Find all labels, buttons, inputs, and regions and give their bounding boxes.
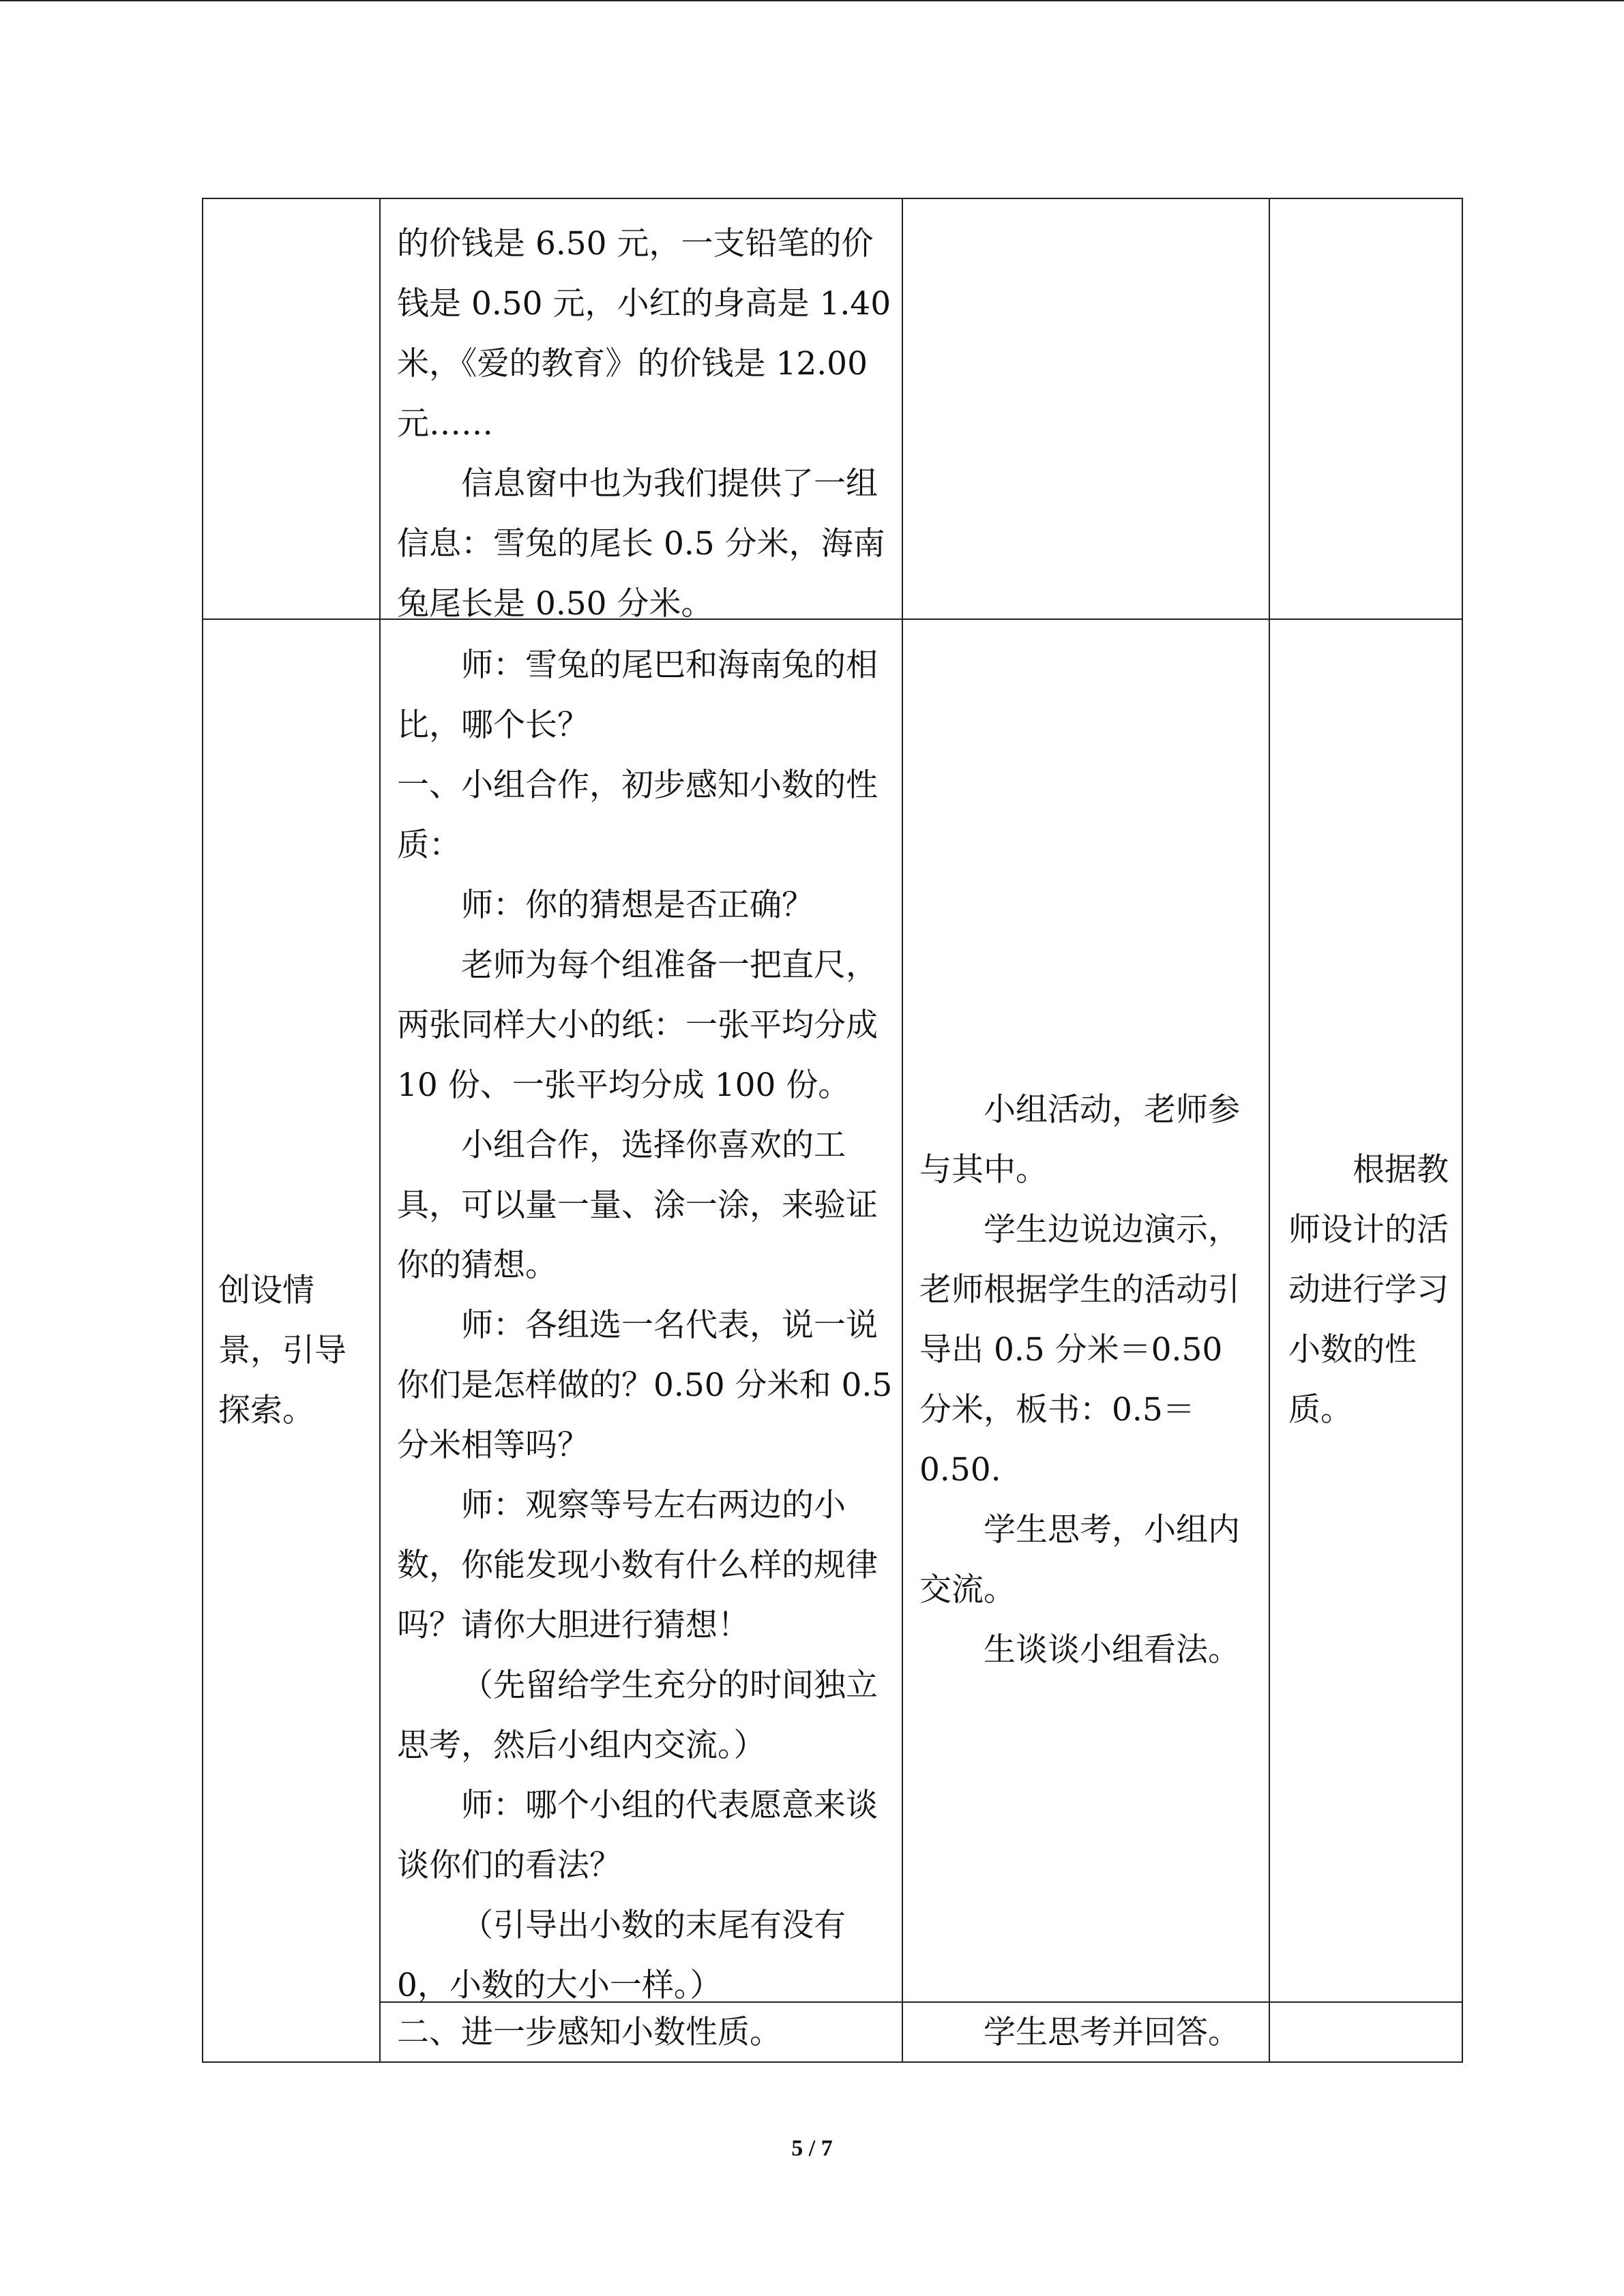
row2-content-para-4: 老师为每个组准备一把直尺，两张同样大小的纸：一张平均分成 10 份、一张平均分成 100 份。 [397, 946, 878, 1104]
row2-stage-cell [218, 1261, 371, 1441]
row3-content-text: 二、进一步感知小数性质。 [397, 2014, 782, 2051]
row3-content-cell [397, 2003, 902, 2063]
column-divider-3 [1269, 198, 1270, 2063]
table-border-left [202, 198, 203, 2063]
row3-student-cell [919, 2003, 1260, 2063]
row2-content-para-5: 小组合作，选择你喜欢的工具，可以量一量、涂一涂，来验证你的猜想。 [397, 1127, 878, 1284]
row2-content-para-3: 师：你的猜想是否正确？ [461, 886, 814, 924]
lesson-plan-table [202, 198, 1463, 2063]
row2-student-para-1: 小组活动，老师参与其中。 [919, 1091, 1240, 1189]
row2-student-para-2: 学生边说边演示，老师根据学生的活动引导出 0.5 分米＝0.50 分米，板书：0.5＝0.50. [919, 1211, 1240, 1489]
row1-content-para-2: 信息窗中也为我们提供了一组信息：雪兔的尾长 0.5 分米，海南兔尾长是 0.50 分米。 [397, 465, 885, 623]
row2-content-para-2: 一、小组合作，初步感知小数的性质： [397, 766, 878, 864]
row2-content-cell [397, 636, 902, 2016]
row1-content-para-1: 的价钱是 6.50 元，一支铅笔的价钱是 0.50 元，小红的身高是 1.40 米，《爱的教育》的价钱是 12.00 元…… [397, 225, 891, 443]
row2-content-para-8: （先留给学生充分的时间独立思考，然后小组内交流。） [397, 1667, 878, 1764]
row2-intent-text: 根据教师设计的活动进行学习小数的性质。 [1288, 1151, 1449, 1429]
row2-content-para-10: （引导出小数的末尾有没有 0，小数的大小一样。） [397, 1907, 846, 2004]
row2-student-para-3: 学生思考，小组内交流。 [919, 1511, 1240, 1609]
column-divider-1 [379, 198, 381, 2063]
row1-content-cell [397, 214, 902, 634]
row2-student-cell [919, 1080, 1260, 1680]
table-border-right [1462, 198, 1463, 2063]
row2-stage-text: 创设情景，引导探索。 [218, 1272, 346, 1429]
row2-content-para-7: 师：观察等号左右两边的小数，你能发现小数有什么样的规律吗？请你大胆进行猜想！ [397, 1487, 878, 1644]
row2-intent-cell [1288, 1140, 1449, 1440]
column-divider-2 [902, 198, 903, 2063]
row3-student-text: 学生思考并回答。 [984, 2014, 1240, 2051]
row2-content-para-9: 师：哪个小组的代表愿意来谈谈你们的看法？ [397, 1787, 878, 1884]
page-number: 5 / 7 [791, 2136, 833, 2161]
row2-content-para-1: 师：雪兔的尾巴和海南兔的相比，哪个长？ [397, 646, 878, 744]
row2-content-para-6: 师：各组选一名代表，说一说你们是怎样做的？0.50 分米和 0.5 分米相等吗？ [397, 1307, 893, 1464]
row2-student-para-4: 生谈谈小组看法。 [984, 1631, 1240, 1669]
table-border-top [202, 198, 1463, 199]
